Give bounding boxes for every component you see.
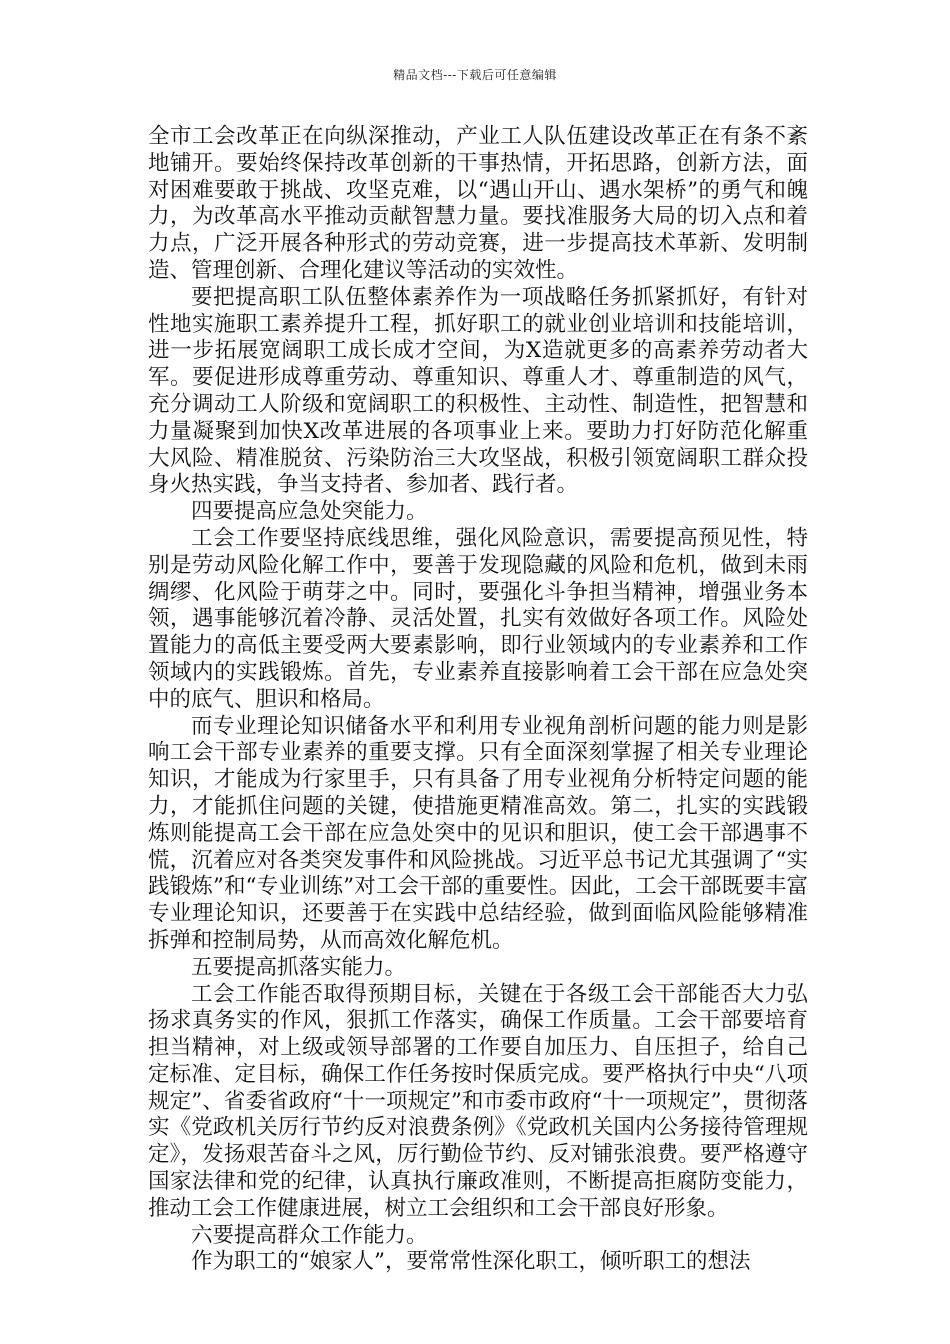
- section-heading-5: 五要提高抓落实能力。: [191, 954, 407, 980]
- paragraph-3: 工会工作要坚持底线思维，强化风险意识，需要提高预见性，特别是劳动风险化解工作中，要善于发现隐藏的风险和危机，做到未雨绸缪、化风险于萌芽之中。同时，要强化斗争担当精神，增强业务本领，遇事能够沉着冷静、灵活处置，扎实有效做好各项工作。风险处置能力的高低主要受两大要素影响，即行业领域内的专业素养和工作领域内的实践锻炼。首先，专业素养直接影响着工会干部在应急处突中的底气、胆识和格局。: [148, 525, 808, 712]
- paragraph-1: 全市工会改革正在向纵深推动，产业工人队伍建设改革正在有条不紊地铺开。要始终保持改革创新的干事热情，开拓思路，创新方法，面对困难要敢于挑战、攻坚克难，以“遇山开山、遇水架桥”的勇气和魄力，为改革高水平推动贡献智慧力量。要找准服务大局的切入点和着力点，广泛开展各种形式的劳动竞赛，进一步提高技术革新、发明制造、管理创新、合理化建议等活动的实效性。: [148, 124, 808, 283]
- document-body: [148, 124, 808, 1276]
- section-heading-4: 四要提高应急处突能力。: [191, 499, 428, 525]
- section-heading-6: 六要提高群众工作能力。: [191, 1222, 428, 1248]
- paragraph-2: 要把提高职工队伍整体素养作为一项战略任务抓紧抓好，有针对性地实施职工素养提升工程，抓好职工的就业创业培训和技能培训，进一步拓展宽阔职工成长成才空间，为X造就更多的高素养劳动者大军。要促进形成尊重劳动、尊重知识、尊重人才、尊重制造的风气，充分调动工人阶级和宽阔职工的积极性、主动性、制造性，把智慧和力量凝聚到加快X改革进展的各项事业上来。要助力打好防范化解重大风险、精准脱贫、污染防治三大攻坚战，积极引领宽阔职工群众投身火热实践，争当支持者、参加者、践行者。: [148, 284, 808, 498]
- paragraph-6: 作为职工的“娘家人”，要常常性深化职工，倾听职工的想法: [191, 1249, 751, 1275]
- paragraph-4: 而专业理论知识储备水平和利用专业视角剖析问题的能力则是影响工会干部专业素养的重要支撑。只有全面深刻掌握了相关专业理论知识，才能成为行家里手，只有具备了用专业视角分析特定问题的能力，才能抓住问题的关键，使措施更精准高效。第二，扎实的实践锻炼则能提高工会干部在应急处突中的见识和胆识，使工会干部遇事不慌，沉着应对各类突发事件和风险挑战。习近平总书记尤其强调了“实践锻炼”和“专业训练”对工会干部的重要性。因此，工会干部既要丰富专业理论知识，还要善于在实践中总结经验，做到面临风险能够精准拆弹和控制局势，从而高效化解危机。: [148, 713, 808, 953]
- page-header: 精品文档---下载后可任意编辑: [393, 68, 557, 82]
- paragraph-5: 工会工作能否取得预期目标，关键在于各级工会干部能否大力弘扬求真务实的作风，狠抓工作落实，确保工作质量。工会干部要培育担当精神，对上级或领导部署的工作要自加压力、自压担子，给自己定标准、定目标，确保工作任务按时保质完成。要严格执行中央“八项规定”、省委省政府“十一项规定”和市委市政府“十一项规定”，贯彻落实《党政机关厉行节约反对浪费条例》《党政机关国内公务接待管理规定》，发扬艰苦奋斗之风，厉行勤俭节约、反对铺张浪费。要严格遵守国家法律和党的纪律，认真执行廉政准则，不断提高拒腐防变能力，推动工会工作健康进展，树立工会组织和工会干部良好形象。: [148, 981, 808, 1221]
